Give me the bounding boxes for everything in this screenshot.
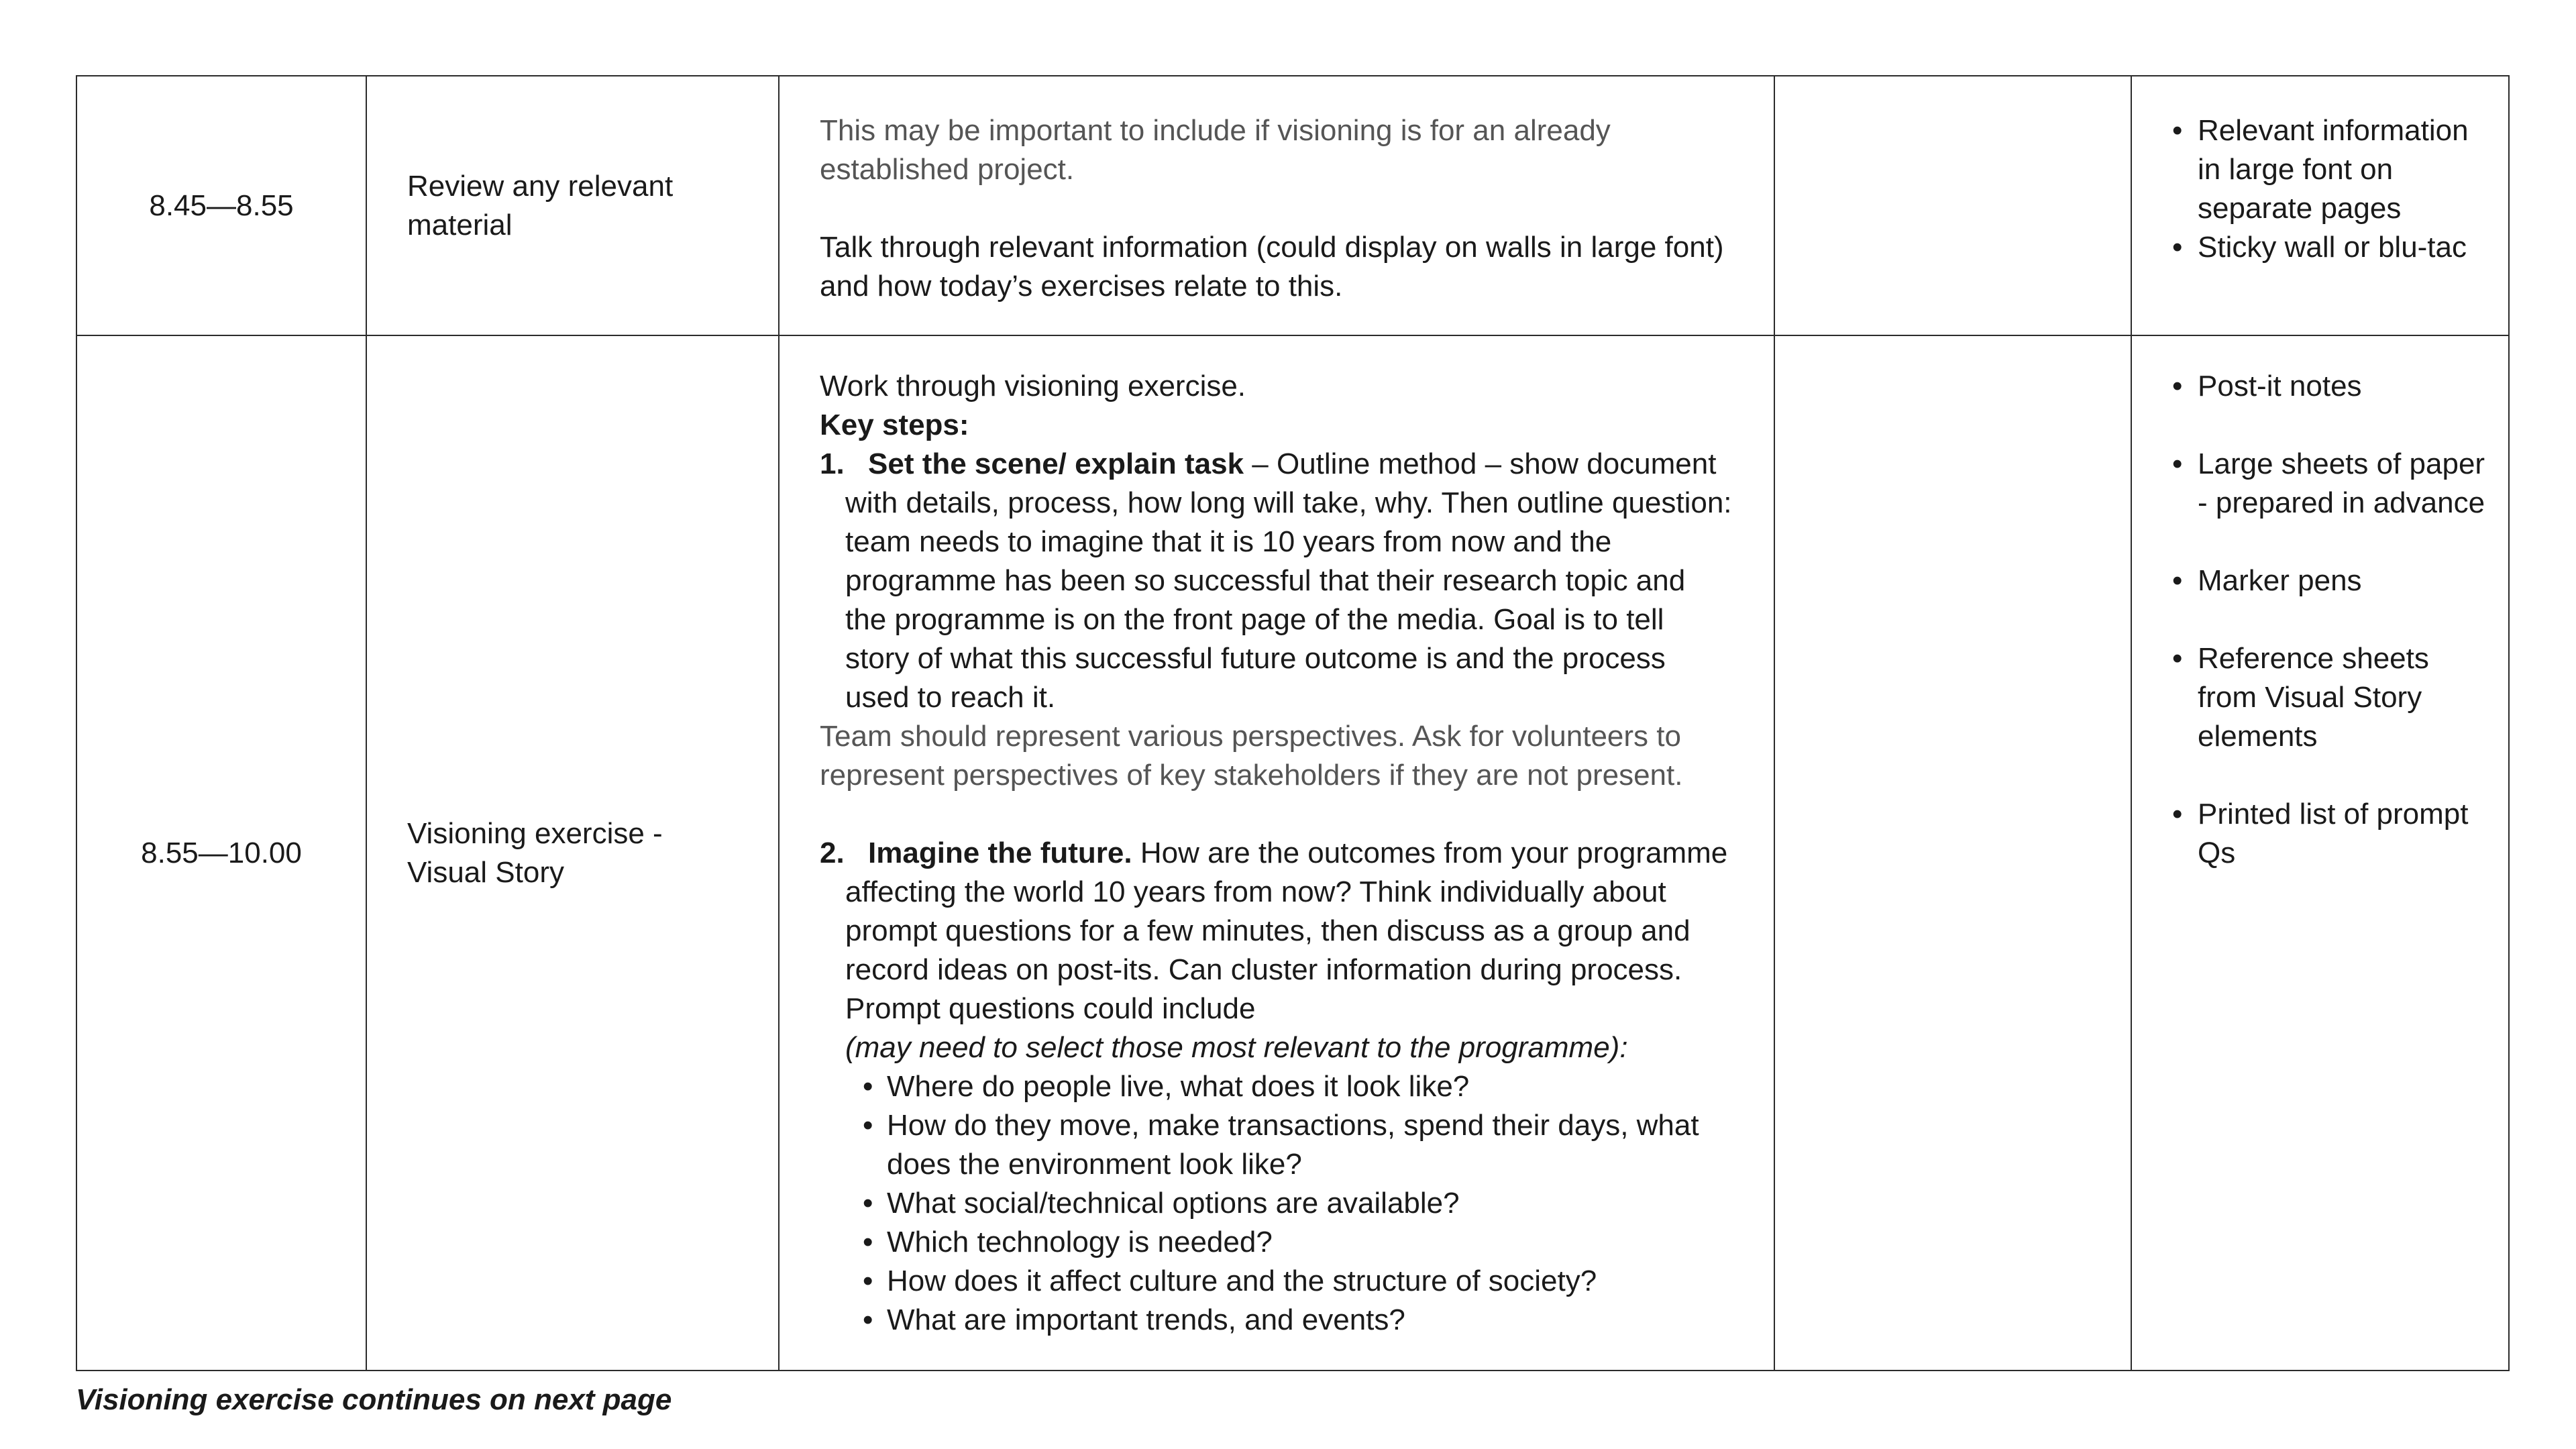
activity-cell: Review any relevant material <box>366 76 779 335</box>
step-italic-note: (may need to select those most relevant to the programme): <box>845 1031 1628 1064</box>
materials-cell <box>2131 76 2509 335</box>
materials-list <box>2172 111 2495 267</box>
notes-grey-text: This may be important to include if visioning is for an already established project. <box>820 114 1611 186</box>
list-item: • Post-it notes <box>2172 367 2495 406</box>
notes-cell <box>779 335 1774 1371</box>
prompt-questions-list <box>820 1067 1733 1340</box>
list-item: • What social/technical options are available? <box>863 1184 1733 1223</box>
step-number: 2. <box>820 837 845 869</box>
table-row <box>76 335 2509 1371</box>
list-item: • Marker pens <box>2172 561 2495 600</box>
step-text: – Outline method – show document with details, process, how long will take, why. Then outline question: team needs to imagine that it is 10 years from now and the programme has been so successful that their research topic and the programme is on the front page of the media. Goal is to tell story of what this successful future outcome is and the process used to reach it. <box>845 447 1732 714</box>
step-title: Set the scene/ explain task <box>868 447 1244 480</box>
time-cell: 8.45—8.55 <box>76 76 366 335</box>
empty-cell <box>1774 76 2131 335</box>
materials-cell <box>2131 335 2509 1371</box>
step-text: How are the outcomes from your programme affecting the world 10 years from now? Think individually about prompt questions for a few minutes, then discuss as a group and record ideas on post-its. Can cluster information during process. Prompt questions could include <box>845 837 1728 1025</box>
list-item: • Sticky wall or blu-tac <box>2172 228 2495 267</box>
activity-cell: Visioning exercise - Visual Story <box>366 335 779 1371</box>
key-steps-label: Key steps: <box>820 409 969 441</box>
notes-text: Talk through relevant information (could display on walls in large font) and how today’s exercises relate to this. <box>820 231 1724 303</box>
list-item: • How does it affect culture and the structure of society? <box>863 1262 1733 1301</box>
materials-list <box>2172 367 2495 873</box>
continuation-note: Visioning exercise continues on next page <box>76 1383 672 1416</box>
list-item: • Which technology is needed? <box>863 1223 1733 1262</box>
list-item: • Where do people live, what does it look like? <box>863 1067 1733 1106</box>
step-grey-text: Team should represent various perspectives. Ask for volunteers to represent perspectives of key stakeholders if they are not present. <box>820 720 1683 792</box>
time-cell: 8.55—10.00 <box>76 335 366 1371</box>
list-item: • Reference sheets from Visual Story elements <box>2172 639 2495 756</box>
step-2 <box>820 834 1733 1028</box>
notes-cell <box>779 76 1774 335</box>
list-item: • Large sheets of paper - prepared in advance <box>2172 445 2495 523</box>
list-item: • What are important trends, and events? <box>863 1301 1733 1340</box>
table-row <box>76 76 2509 335</box>
list-item: • Printed list of prompt Qs <box>2172 795 2495 873</box>
list-item: • How do they move, make transactions, spend their days, what does the environment look like? <box>863 1106 1733 1184</box>
step-1 <box>820 445 1733 717</box>
empty-cell <box>1774 335 2131 1371</box>
step-title: Imagine the future. <box>868 837 1132 869</box>
list-item: • Relevant information in large font on separate pages <box>2172 111 2495 228</box>
agenda-table <box>76 75 2510 1371</box>
step-number: 1. <box>820 447 845 480</box>
notes-intro: Work through visioning exercise. <box>820 370 1246 402</box>
